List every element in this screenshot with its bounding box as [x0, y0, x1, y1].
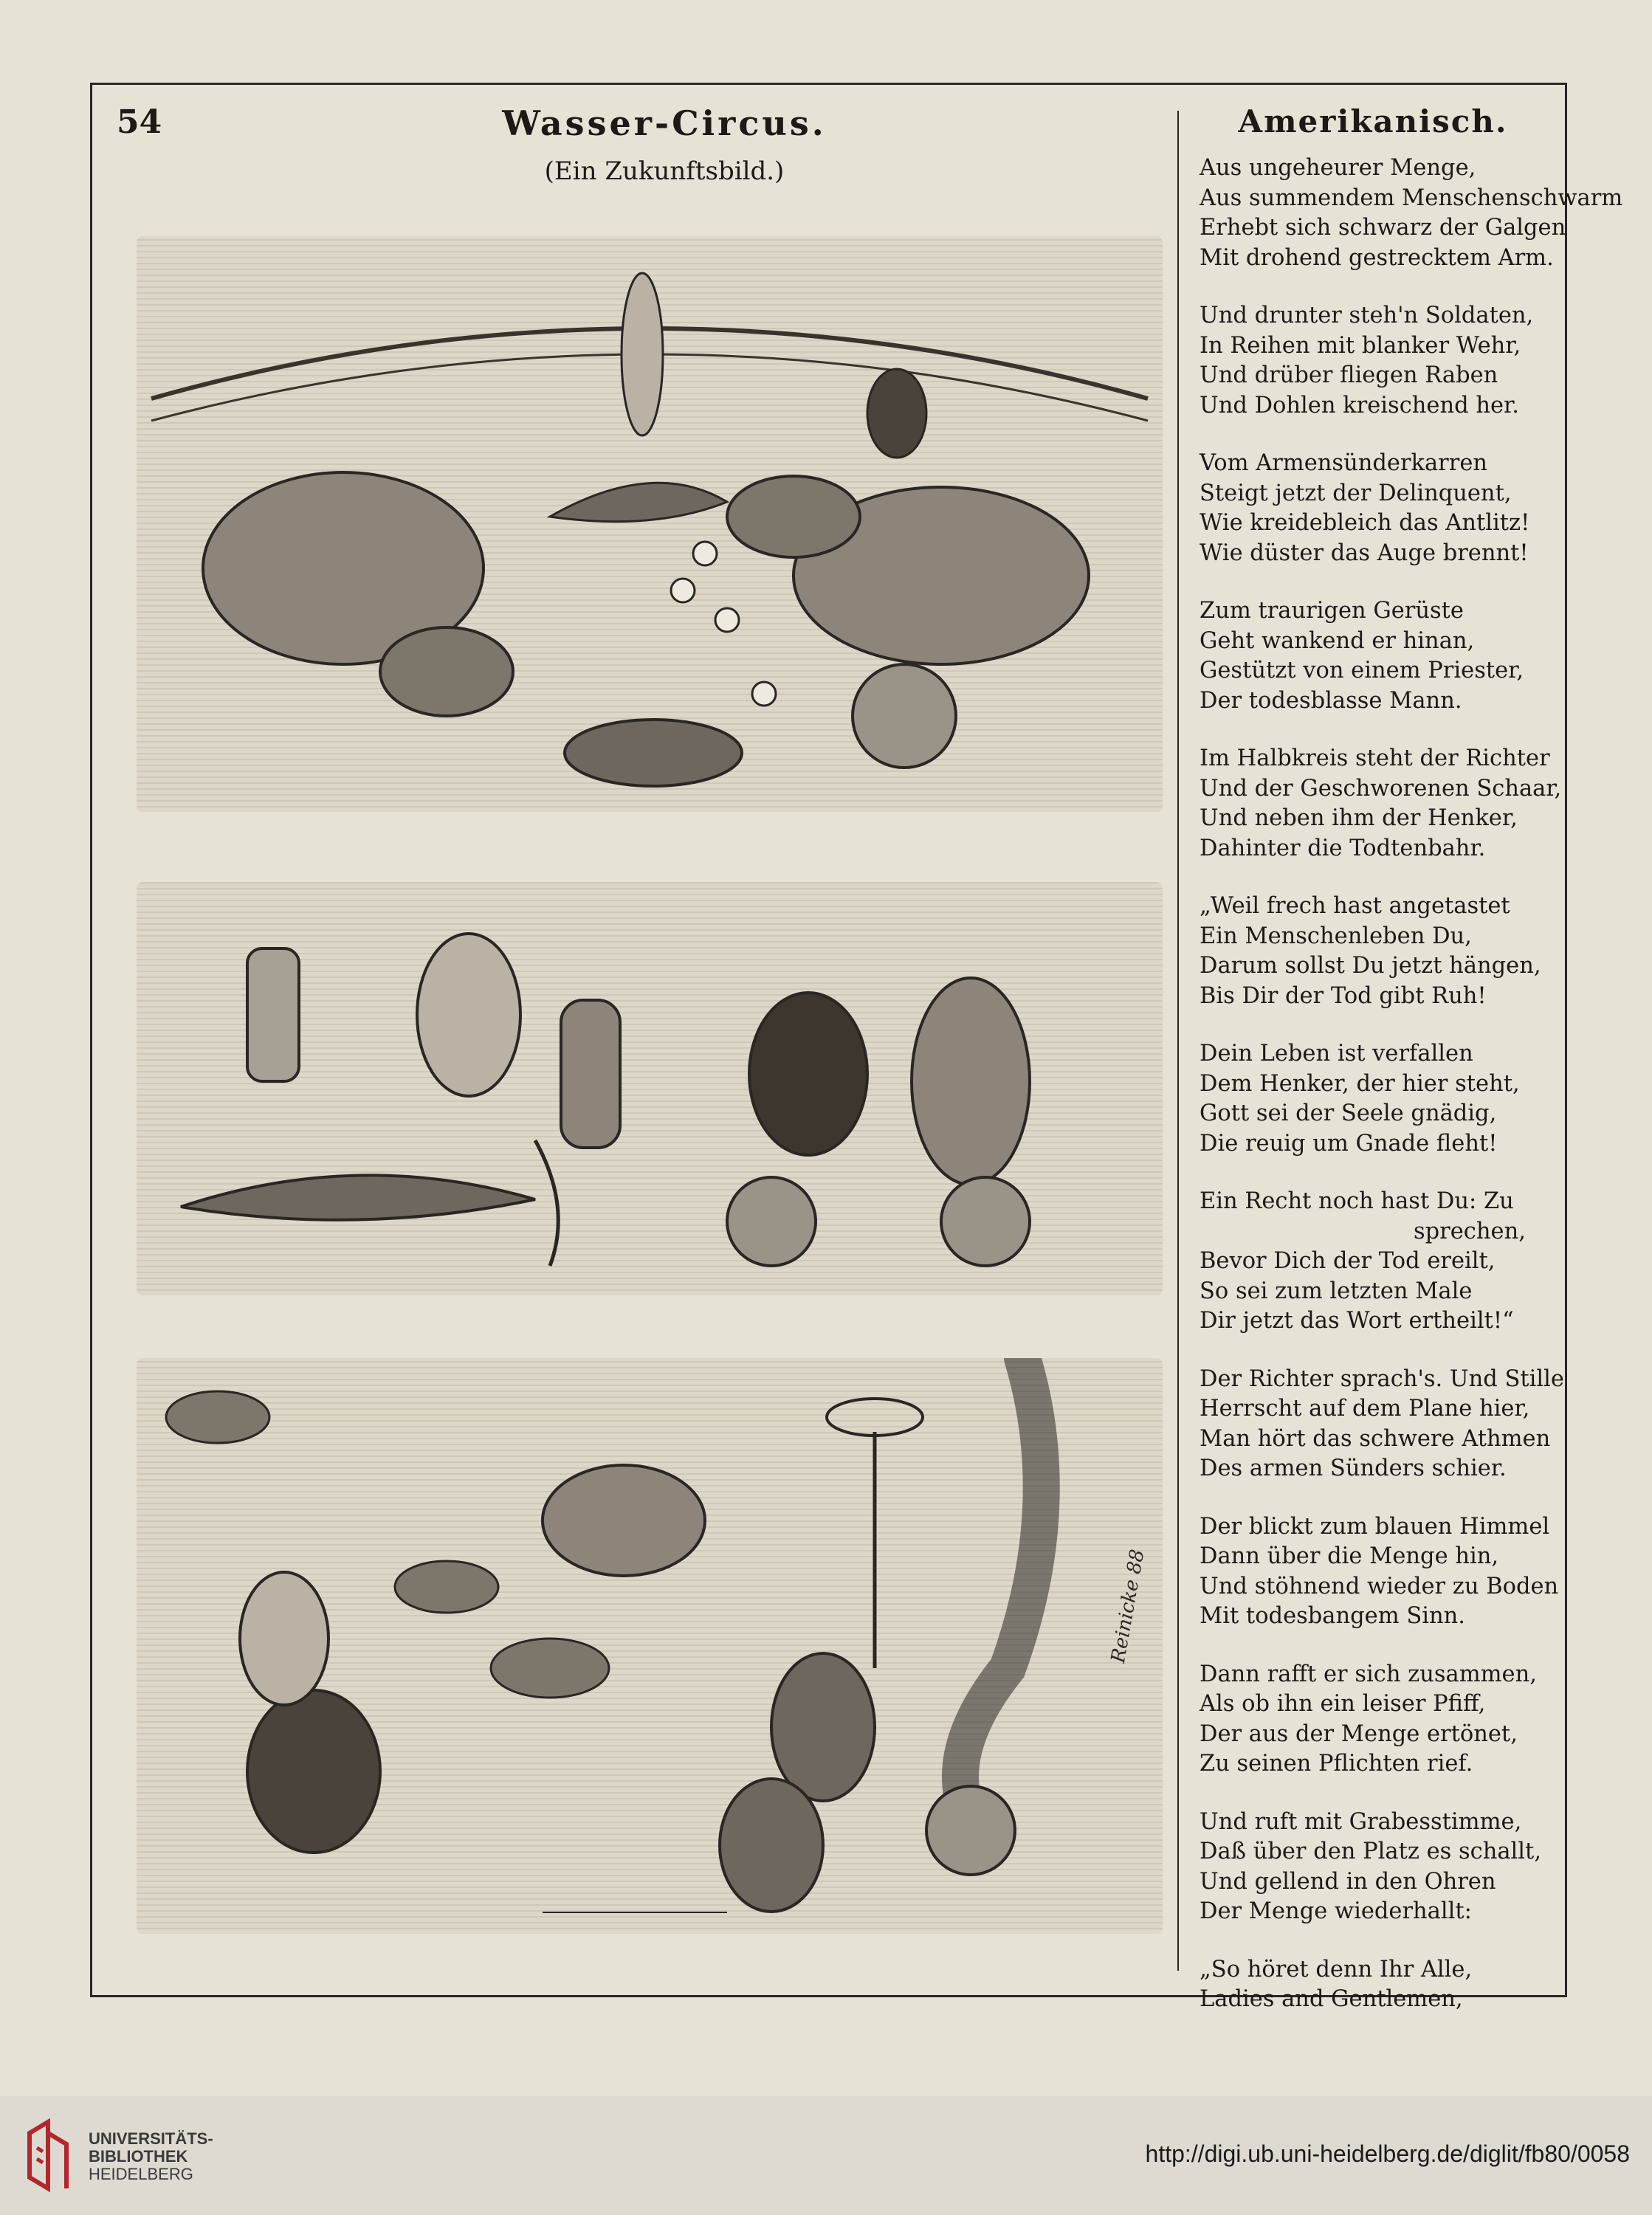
poem-line: Geht wankend er hinan,	[1200, 627, 1475, 654]
poem-line: Gestützt von einem Priester,	[1200, 658, 1524, 683]
library-logo-icon[interactable]	[22, 2118, 74, 2192]
poem-stanza	[1200, 301, 1546, 421]
poem-line: Dir jetzt das Wort ertheilt!“	[1200, 1308, 1514, 1334]
poem-line: Darum sollst Du jetzt hängen,	[1200, 953, 1541, 979]
poem-stanza	[1200, 1039, 1546, 1159]
page-subtitle: (Ein Zukunftsbild.)	[544, 156, 785, 186]
column-divider	[1177, 111, 1179, 1971]
poem-text	[1200, 154, 1623, 2043]
poem-line: Aus summendem Menschenschwarm	[1200, 185, 1623, 211]
poem-line: Erhebt sich schwarz der Galgen	[1200, 215, 1566, 241]
poem-stanza	[1200, 892, 1546, 1011]
illustration-sea-animals-scene	[137, 1358, 1163, 1934]
poem-line: Und stöhnend wieder zu Boden	[1200, 1573, 1559, 1599]
permalink-url[interactable]: http://digi.ub.uni-heidelberg.de/diglit/fb80/0058	[1145, 2140, 1630, 2167]
poem-line: Mit todesbangem Sinn.	[1200, 1603, 1465, 1629]
poem-line: Der blickt zum blauen Himmel	[1200, 1513, 1550, 1540]
poem-line: Als ob ihn ein leiser Pfiff,	[1200, 1691, 1486, 1717]
poem-line: Des armen Sünders schier.	[1200, 1456, 1507, 1481]
poem-stanza	[1200, 1660, 1546, 1780]
poem-line: Dann rafft er sich zusammen,	[1200, 1661, 1537, 1687]
poem-line: Ein Recht noch hast Du: Zu	[1200, 1188, 1514, 1214]
poem-line: Und drüber fliegen Raben	[1200, 362, 1498, 388]
poem-line: Dem Henker, der hier steht,	[1200, 1070, 1520, 1097]
poem-line: Und gellend in den Ohren	[1200, 1868, 1496, 1895]
poem-line: Im Halbkreis steht der Richter	[1200, 745, 1550, 771]
poem-line: Bis Dir der Tod gibt Ruh!	[1200, 982, 1487, 1009]
poem-line: Und ruft mit Grabesstimme,	[1200, 1808, 1522, 1835]
poem-line: Und neben ihm der Henker,	[1200, 805, 1518, 831]
poem-line: In Reihen mit blanker Wehr,	[1200, 332, 1521, 359]
poem-title: Amerikanisch.	[1238, 103, 1508, 139]
poem-line: Dein Leben ist verfallen	[1200, 1041, 1473, 1067]
poem-line: Gott sei der Seele gnädig,	[1200, 1100, 1497, 1126]
viewer-footer	[0, 2096, 1652, 2215]
poem-line: Dann über die Menge hin,	[1200, 1543, 1499, 1569]
logo-line: HEIDELBERG	[89, 2165, 193, 2183]
poem-stanza	[1200, 744, 1562, 864]
poem-stanza	[1200, 154, 1623, 273]
poem-line: sprechen,	[1414, 1218, 1526, 1244]
poem-line: Der Menge wiederhallt:	[1200, 1898, 1472, 1924]
poem-line: Vom Armensünderkarren	[1200, 450, 1488, 476]
poem-stanza	[1200, 1808, 1546, 1927]
poem-line: Der aus der Menge ertönet,	[1200, 1720, 1518, 1747]
poem-stanza	[1200, 1955, 1546, 2015]
poem-stanza	[1200, 1512, 1559, 1632]
poem-line: Herrscht auf dem Plane hier,	[1200, 1396, 1530, 1422]
poem-line: Zu seinen Pflichten rief.	[1200, 1751, 1473, 1777]
poem-line: „So höret denn Ihr Alle,	[1200, 1956, 1473, 1983]
poem-stanza	[1200, 1187, 1546, 1337]
poem-line: Dahinter die Todtenbahr.	[1200, 835, 1486, 861]
poem-line: Und drunter steh'n Soldaten,	[1200, 303, 1534, 328]
illustration-performers-scene	[137, 882, 1163, 1295]
poem-line: Steigt jetzt der Delinquent,	[1200, 480, 1512, 506]
poem-stanza	[1200, 449, 1546, 568]
poem-line: Wie kreidebleich das Antlitz!	[1200, 510, 1530, 536]
poem-line: „Weil frech hast angetastet	[1200, 893, 1510, 919]
logo-line: UNIVERSITÄTS-	[89, 2129, 213, 2148]
short-rule	[543, 1912, 727, 1913]
logo-line: BIBLIOTHEK	[89, 2147, 188, 2166]
poem-line: Und der Geschworenen Schaar,	[1200, 775, 1562, 802]
poem-line: Ein Menschenleben Du,	[1200, 923, 1472, 949]
poem-line: Zum traurigen Gerüste	[1200, 598, 1464, 624]
poem-line: Daß über den Platz es schallt,	[1200, 1839, 1542, 1864]
poem-stanza	[1200, 596, 1546, 716]
poem-line: Wie düster das Auge brennt!	[1200, 540, 1529, 566]
poem-line: Mit drohend gestrecktem Arm.	[1200, 244, 1554, 271]
illustration-arena-scene	[137, 236, 1163, 812]
poem-stanza	[1200, 1365, 1564, 1484]
page-number: 54	[117, 103, 162, 141]
poem-line: Bevor Dich der Tod ereilt,	[1200, 1248, 1496, 1274]
page-title: Wasser-Circus.	[502, 103, 827, 143]
poem-line: Ladies and Gentlemen,	[1200, 1986, 1463, 2012]
poem-line: So sei zum letzten Male	[1200, 1278, 1473, 1304]
poem-line: Und Dohlen kreischend her.	[1200, 392, 1519, 418]
poem-line: Die reuig um Gnade fleht!	[1200, 1130, 1498, 1157]
poem-line: Man hört das schwere Athmen	[1200, 1425, 1551, 1452]
artist-signature: Reinicke 88	[1107, 1547, 1149, 1665]
library-logo-text[interactable]	[89, 2130, 213, 2183]
poem-line: Der Richter sprach's. Und Stille	[1200, 1365, 1564, 1392]
poem-line: Aus ungeheurer Menge,	[1200, 155, 1476, 181]
poem-line: Der todesblasse Mann.	[1200, 687, 1462, 714]
